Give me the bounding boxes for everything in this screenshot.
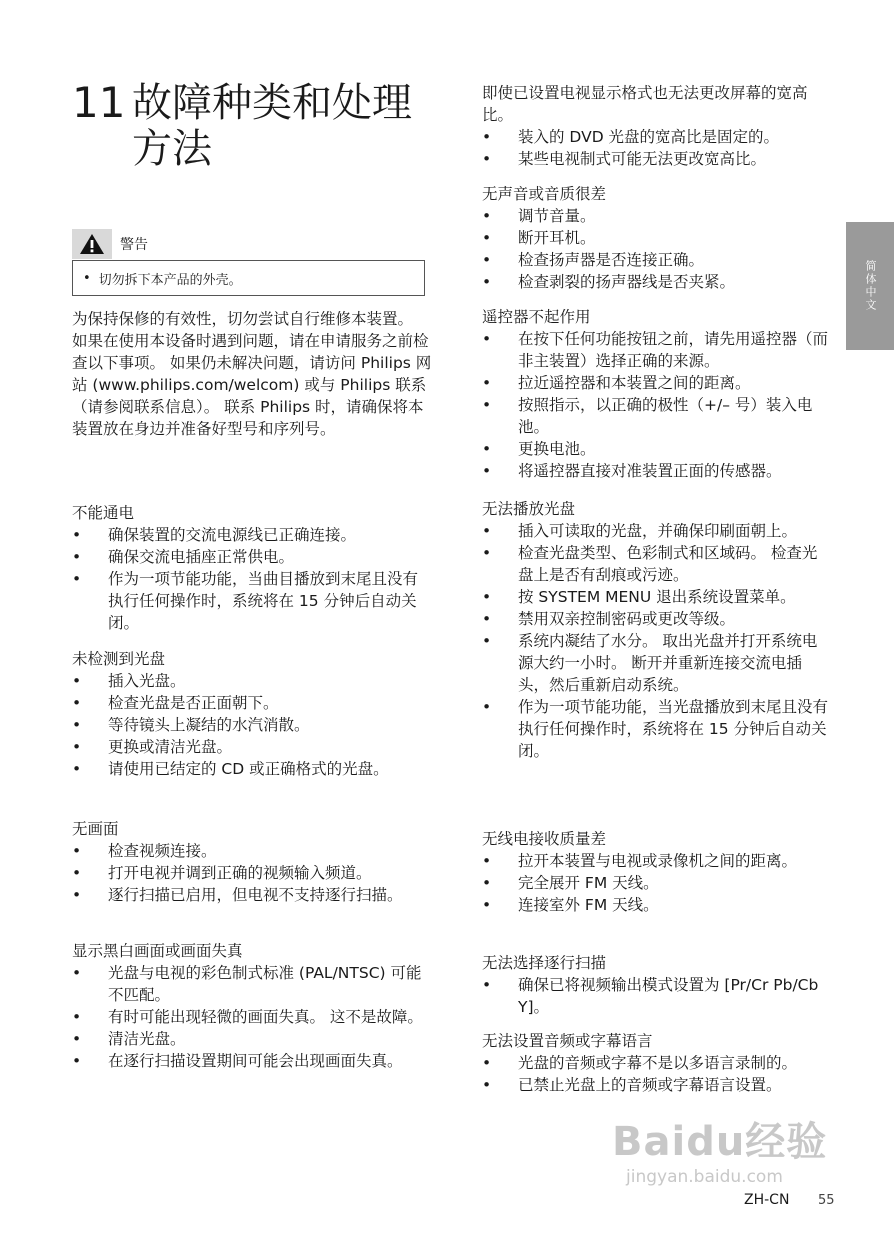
list-item-text: 等待镜头上凝结的水汽消散。 — [108, 716, 310, 734]
watermark-brand: Baidu经验 — [612, 1119, 828, 1165]
list-item-text: 按 SYSTEM MENU 退出系统设置菜单。 — [518, 588, 796, 606]
list-item-text: 检查光盘是否正面朝下。 — [108, 694, 279, 712]
list-item-text: 更换或清洁光盘。 — [108, 738, 233, 756]
bullet: • — [482, 207, 492, 225]
list-item — [482, 271, 832, 293]
language-side-tab — [846, 222, 894, 350]
bullet: • — [72, 548, 82, 566]
list-item — [72, 962, 432, 1006]
list-item-text: 在按下任何功能按钮之前，请先用遥控器（而非主装置）选择正确的来源。 — [518, 330, 829, 370]
section-heading: 显示黑白画面或画面失真 — [72, 942, 243, 960]
bullet: • — [72, 694, 82, 712]
list-item — [72, 1028, 432, 1050]
bullet: • — [482, 229, 492, 247]
list-item-text: 检查剥裂的扬声器线是否夹紧。 — [518, 273, 736, 291]
list-item-text: 打开电视并调到正确的视频输入频道。 — [108, 864, 372, 882]
list-item — [72, 758, 432, 780]
list-item — [482, 227, 832, 249]
list-item — [482, 438, 832, 460]
bullet: • — [72, 1030, 82, 1048]
bullet: • — [72, 1052, 82, 1070]
bullet: • — [72, 1008, 82, 1026]
bullet: • — [482, 1054, 492, 1072]
section-progressive-scan — [482, 952, 832, 1018]
list-item — [482, 372, 832, 394]
list-item — [482, 520, 832, 542]
bullet: • — [72, 526, 82, 544]
list-item — [72, 568, 432, 634]
bullet: • — [482, 330, 492, 348]
list-item-text: 拉开本装置与电视或录像机之间的距离。 — [518, 852, 798, 870]
list-item — [72, 1050, 432, 1072]
section-remote — [482, 306, 832, 482]
list-item — [72, 692, 432, 714]
warning-box — [72, 260, 425, 296]
chapter-title: 故障种类和处理方法 — [132, 80, 412, 172]
bullet: • — [72, 842, 82, 860]
section-heading: 即使已设置电视显示格式也无法更改屏幕的宽高比。 — [482, 84, 808, 124]
list-item-text: 作为一项节能功能，当曲目播放到末尾且没有执行任何操作时，系统将在 15 分钟后自动关闭。 — [108, 570, 419, 632]
section-heading: 不能通电 — [72, 504, 135, 522]
list-item — [482, 1074, 832, 1096]
section-bw-picture — [72, 940, 432, 1072]
list-item — [72, 862, 432, 884]
list-item — [482, 249, 832, 271]
bullet: • — [482, 588, 492, 606]
warning-text: 切勿拆下本产品的外壳。 — [98, 272, 242, 288]
bullet: • — [482, 440, 492, 458]
warning-header — [72, 229, 427, 259]
warning-icon-box — [72, 229, 112, 259]
section-heading: 无画面 — [72, 820, 119, 838]
page-number: 55 — [818, 1193, 835, 1208]
bullet: • — [72, 672, 82, 690]
list-item-text: 请使用已结定的 CD 或正确格式的光盘。 — [108, 760, 389, 778]
list-item — [482, 696, 832, 762]
bullet: • — [72, 886, 82, 904]
bullet: • — [482, 522, 492, 540]
list-item-text: 作为一项节能功能，当光盘播放到末尾且没有执行任何操作时，系统将在 15 分钟后自动关闭。 — [518, 698, 829, 760]
bullet: • — [482, 150, 492, 168]
section-no-power — [72, 502, 432, 634]
watermark-url: jingyan.baidu.com — [626, 1167, 783, 1187]
chapter-number: 11 — [72, 78, 126, 127]
warning-icon — [79, 233, 105, 255]
bullet: • — [482, 698, 492, 716]
watermark — [612, 1118, 852, 1208]
intro-paragraph-1: 为保持保修的有效性，切勿尝试自行维修本装置。 — [72, 310, 414, 328]
list-item — [482, 586, 832, 608]
bullet: • — [482, 544, 492, 562]
bullet: • — [72, 864, 82, 882]
list-item-text: 完全展开 FM 天线。 — [518, 874, 659, 892]
list-item — [482, 328, 832, 372]
list-item-text: 按照指示，以正确的极性（+/– 号）装入电池。 — [518, 396, 813, 436]
section-heading: 未检测到光盘 — [72, 650, 166, 668]
list-item-text: 更换电池。 — [518, 440, 596, 458]
list-item — [482, 872, 832, 894]
side-tab-label: 简体中文 — [864, 260, 877, 312]
list-item-text: 将遥控器直接对准装置正面的传感器。 — [518, 462, 782, 480]
list-item — [482, 608, 832, 630]
list-item — [72, 884, 432, 906]
section-no-sound — [482, 183, 832, 293]
list-item-text: 禁用双亲控制密码或更改等级。 — [518, 610, 736, 628]
list-item — [482, 148, 832, 170]
list-item — [72, 736, 432, 758]
list-item — [72, 714, 432, 736]
bullet: • — [482, 128, 492, 146]
bullet: • — [482, 273, 492, 291]
list-item-text: 有时可能出现轻微的画面失真。 这不是故障。 — [108, 1008, 423, 1026]
bullet: • — [482, 610, 492, 628]
left-column — [72, 308, 432, 440]
bullet: • — [482, 1076, 492, 1094]
list-item-text: 光盘的音频或字幕不是以多语言录制的。 — [518, 1054, 798, 1072]
list-item — [482, 850, 832, 872]
intro-paragraph-2: 如果在使用本设备时遇到问题，请在申请服务之前检查以下事项。 如果仍未解决问题，请访问 Philips 网站 (www.philips.com/welcom) 或与 Philips 联系（请参阅联系信息）。 联系 Philips 时，请确保将本装置放在身边并准备好型号和序列号。 — [72, 332, 432, 438]
list-item — [482, 460, 832, 482]
list-item-text: 清洁光盘。 — [108, 1030, 186, 1048]
list-item-text: 逐行扫描已启用，但电视不支持逐行扫描。 — [108, 886, 403, 904]
list-item-text: 光盘与电视的彩色制式标准 (PAL/NTSC) 可能不匹配。 — [108, 964, 422, 1004]
section-radio — [482, 828, 832, 916]
section-audio-subtitle — [482, 1030, 832, 1096]
bullet: • — [482, 396, 492, 414]
section-heading: 无线电接收质量差 — [482, 830, 607, 848]
section-heading: 无法选择逐行扫描 — [482, 954, 607, 972]
bullet: • — [482, 251, 492, 269]
list-item-text: 检查光盘类型、色彩制式和区域码。 检查光盘上是否有刮痕或污迹。 — [518, 544, 818, 584]
bullet: • — [72, 760, 82, 778]
warning-label: 警告 — [120, 237, 148, 253]
list-item — [482, 630, 832, 696]
list-item-text: 确保已将视频输出模式设置为 [Pr/Cr Pb/Cb Y]。 — [518, 976, 819, 1016]
list-item-text: 插入光盘。 — [108, 672, 186, 690]
list-item — [72, 1006, 432, 1028]
list-item-text: 系统内凝结了水分。 取出光盘并打开系统电源大约一小时。 断开并重新连接交流电插头，然后重新启动系统。 — [518, 632, 818, 694]
list-item — [482, 126, 832, 148]
list-item-text: 在逐行扫描设置期间可能会出现画面失真。 — [108, 1052, 403, 1070]
list-item — [72, 524, 432, 546]
list-item-text: 插入可读取的光盘，并确保印刷面朝上。 — [518, 522, 798, 540]
list-item — [72, 670, 432, 692]
bullet: • — [482, 462, 492, 480]
list-item-text: 拉近遥控器和本装置之间的距离。 — [518, 374, 751, 392]
section-aspect-ratio — [482, 82, 832, 170]
bullet: • — [482, 632, 492, 650]
bullet: • — [482, 852, 492, 870]
list-item-text: 某些电视制式可能无法更改宽高比。 — [518, 150, 767, 168]
bullet: • — [482, 976, 492, 994]
footer-language-code: ZH-CN — [744, 1192, 790, 1208]
list-item-text: 已禁止光盘上的音频或字幕语言设置。 — [518, 1076, 782, 1094]
section-heading: 无声音或音质很差 — [482, 185, 607, 203]
bullet: • — [83, 270, 91, 286]
list-item — [482, 542, 832, 586]
bullet: • — [72, 738, 82, 756]
section-heading: 遥控器不起作用 — [482, 308, 591, 326]
section-cannot-play — [482, 498, 832, 762]
list-item — [482, 1052, 832, 1074]
list-item-text: 检查视频连接。 — [108, 842, 217, 860]
section-no-picture — [72, 818, 432, 906]
bullet: • — [482, 874, 492, 892]
bullet: • — [482, 896, 492, 914]
list-item — [482, 394, 832, 438]
list-item — [72, 546, 432, 568]
list-item-text: 连接室外 FM 天线。 — [518, 896, 659, 914]
list-item-text: 装入的 DVD 光盘的宽高比是固定的。 — [518, 128, 780, 146]
list-item — [482, 205, 832, 227]
list-item-text: 确保装置的交流电源线已正确连接。 — [108, 526, 357, 544]
section-heading: 无法设置音频或字幕语言 — [482, 1032, 653, 1050]
list-item — [482, 894, 832, 916]
section-heading: 无法播放光盘 — [482, 500, 576, 518]
section-no-disc — [72, 648, 432, 780]
list-item-text: 检查扬声器是否连接正确。 — [518, 251, 705, 269]
list-item — [482, 974, 832, 1018]
list-item-text: 确保交流电插座正常供电。 — [108, 548, 295, 566]
list-item-text: 调节音量。 — [518, 207, 596, 225]
list-item — [72, 840, 432, 862]
list-item-text: 断开耳机。 — [518, 229, 596, 247]
bullet: • — [72, 964, 82, 982]
bullet: • — [482, 374, 492, 392]
bullet: • — [72, 570, 82, 588]
bullet: • — [72, 716, 82, 734]
